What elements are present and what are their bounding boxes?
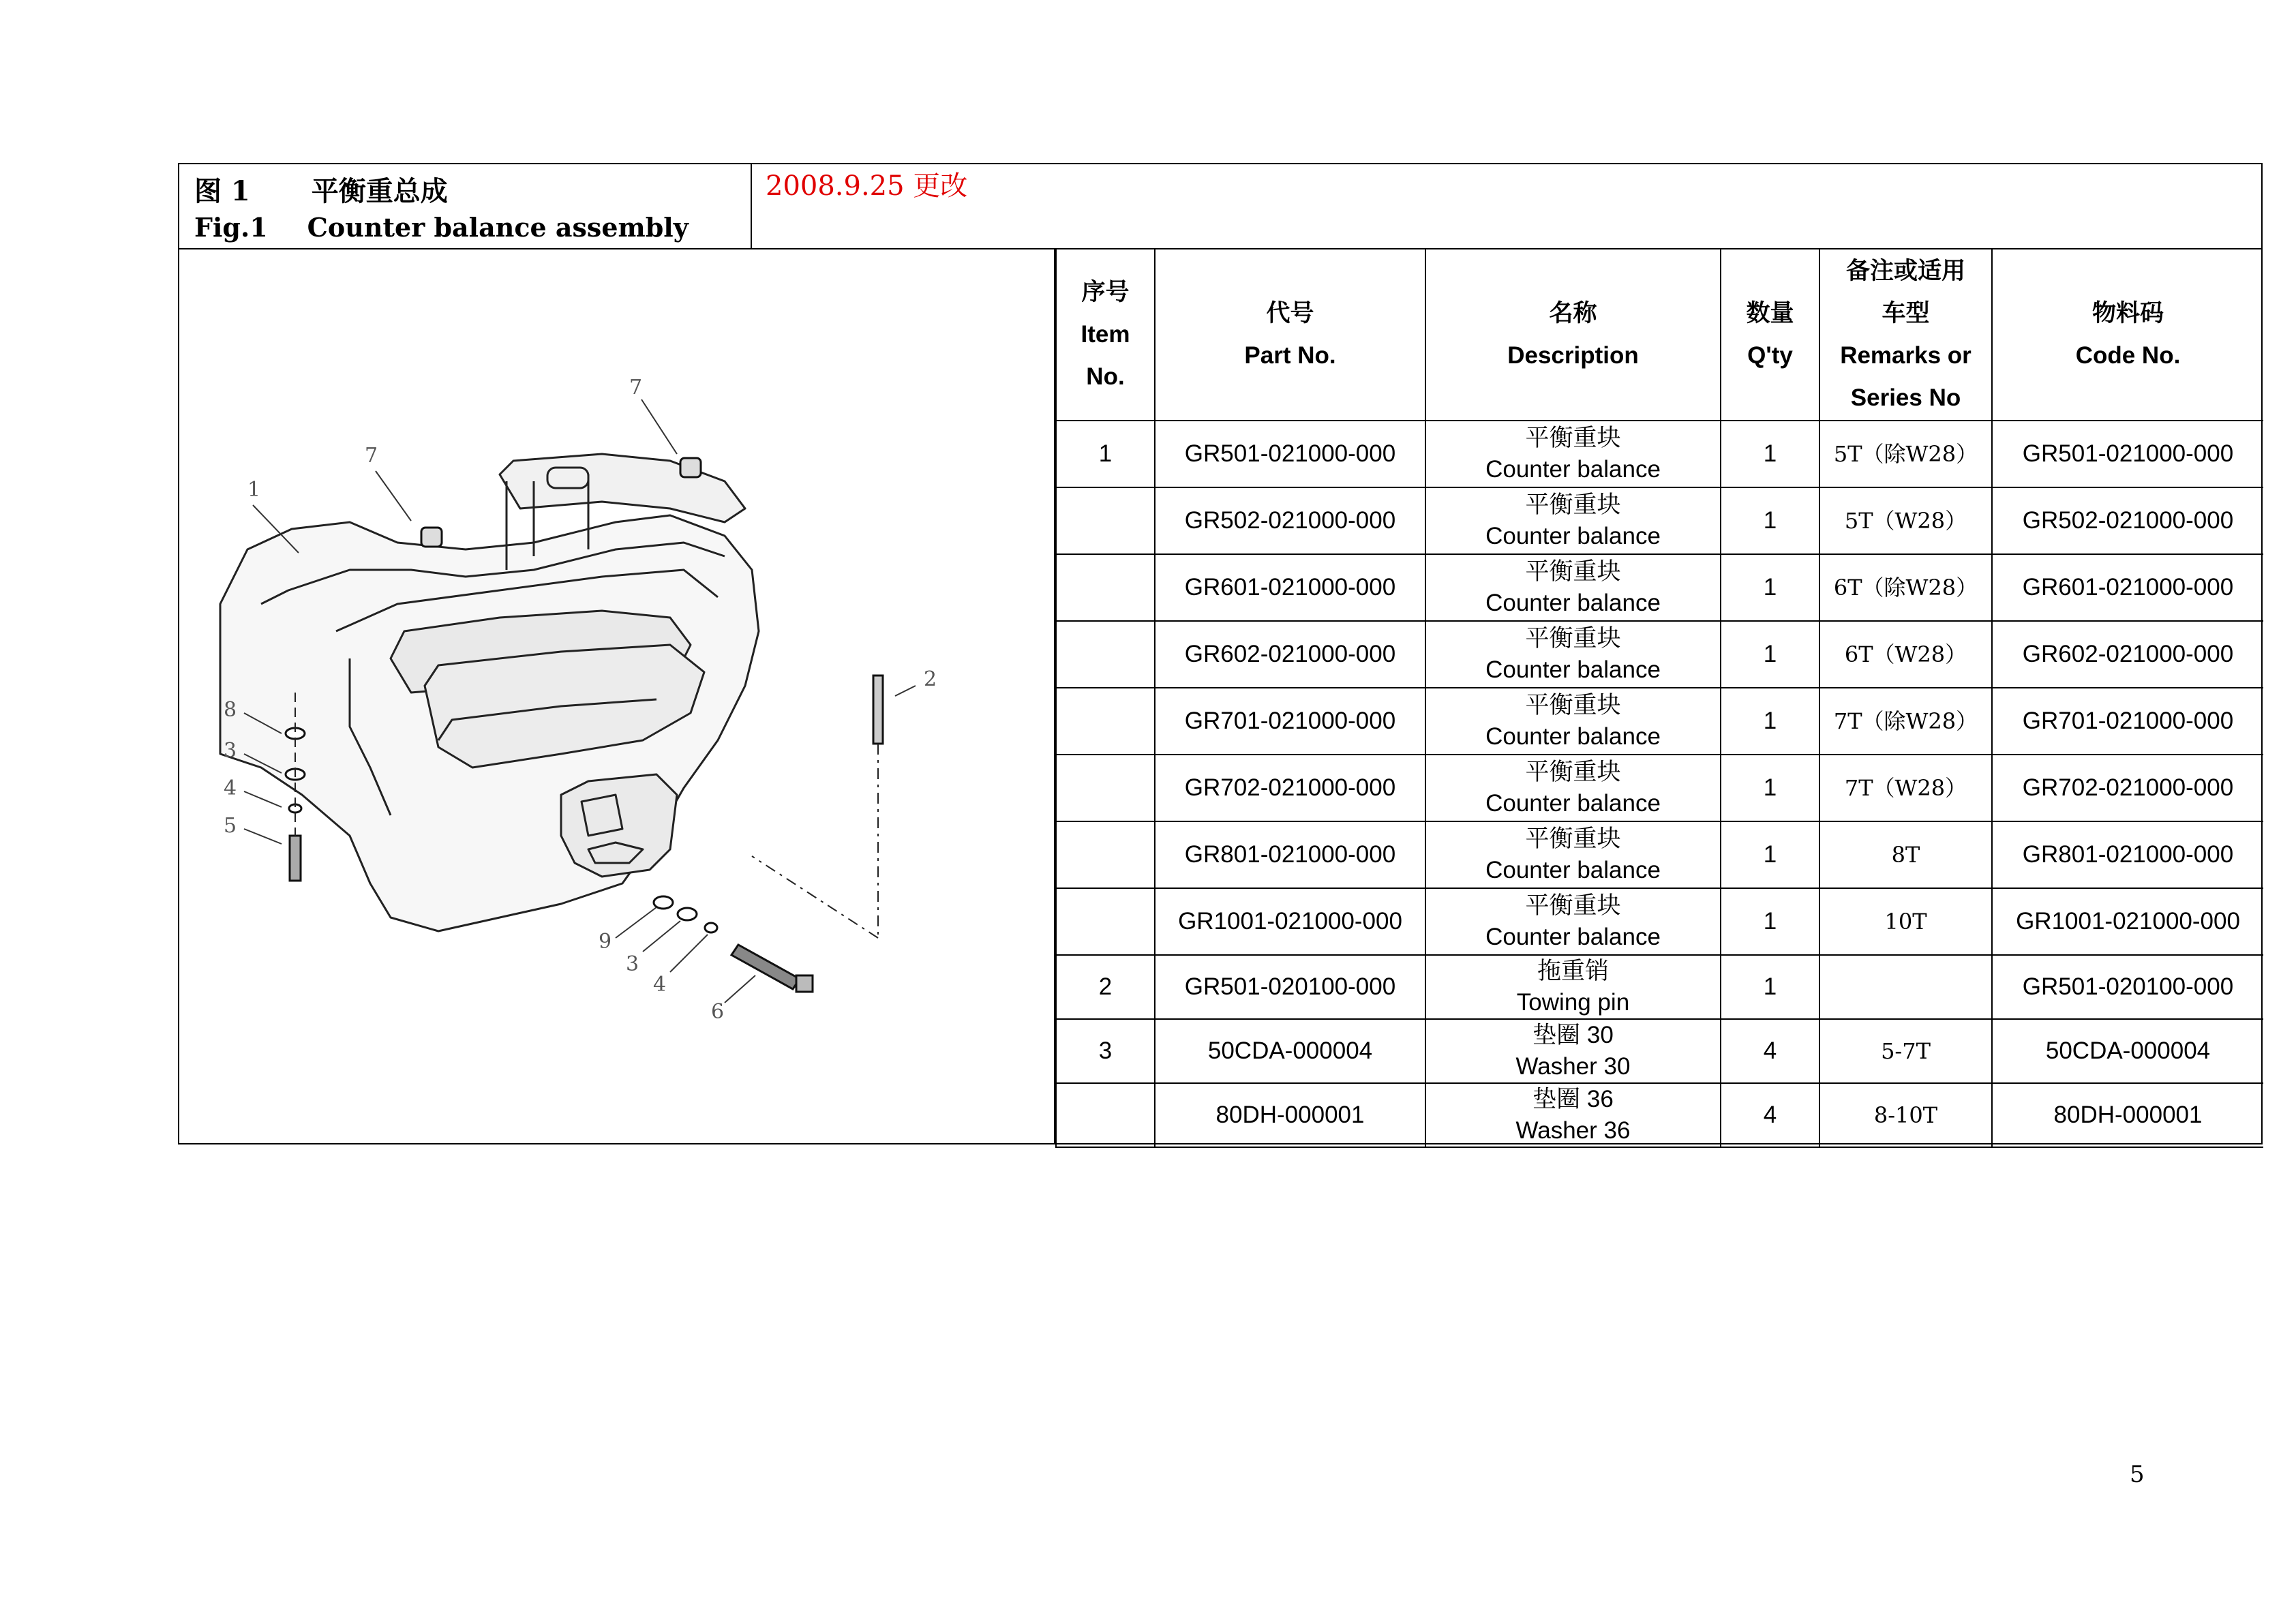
callout-label: 4 [224,776,237,800]
description-cell [1425,821,1721,888]
table-row [1056,888,2263,955]
part-no-cell: GR702-021000-000 [1155,755,1425,821]
part-no-cell: GR502-021000-000 [1155,487,1425,554]
callout-label: 6 [711,1000,725,1024]
counterweight-illustration [179,249,1054,1144]
code-no-cell: GR601-021000-000 [1992,554,2263,621]
code-no-cell: 50CDA-000004 [1992,1019,2263,1083]
item-cell: 2 [1056,955,1155,1019]
callout-label: 3 [224,739,237,763]
figure-title-cn-text: 平衡重总成 [311,175,448,207]
description-en: Counter balance [1485,924,1661,950]
description-en: Counter balance [1485,790,1661,817]
description-en: Towing pin [1516,989,1630,1016]
revision-note: 2008.9.25 更改 [766,170,968,202]
exploded-view-drawing [179,249,1055,1144]
table-row [1056,421,2263,487]
figure-title-en [194,212,689,243]
part-no-cell: GR701-021000-000 [1155,688,1425,755]
code-no-cell: GR701-021000-000 [1992,688,2263,755]
description-cn: 平衡重块 [1525,759,1621,785]
part-no-cell: GR1001-021000-000 [1155,888,1425,955]
table-header-row [1056,249,2263,421]
description-cell [1425,621,1721,688]
remarks-cell: 7T（除W28） [1819,688,1992,755]
plug-7b-icon [680,458,701,477]
revision-block [752,164,2261,249]
qty-cell: 1 [1721,955,1819,1019]
part-no-cell: 80DH-000001 [1155,1083,1425,1147]
description-cell [1425,955,1721,1019]
qty-cell: 1 [1721,421,1819,487]
description-en: Counter balance [1485,857,1661,883]
table-row [1056,688,2263,755]
figure-number-en: Fig.1 [194,212,268,243]
table-row [1056,955,2263,1019]
remarks-cell: 6T（除W28） [1819,554,1992,621]
col-header-description: 名称 Description [1425,249,1721,421]
part-no-cell: GR602-021000-000 [1155,621,1425,688]
qty-cell: 1 [1721,487,1819,554]
figure-title-cn [194,170,448,209]
description-cn: 垫圈 30 [1532,1022,1614,1048]
remarks-cell: 8T [1819,821,1992,888]
document-frame [178,163,2263,1144]
description-cell [1425,755,1721,821]
remarks-cell: 8-10T [1819,1083,1992,1147]
qty-cell: 1 [1721,688,1819,755]
towing-pin-icon [873,676,883,744]
item-cell [1056,621,1155,688]
table-row [1056,554,2263,621]
plug-7a-icon [421,528,442,547]
item-cell: 3 [1056,1019,1155,1083]
description-cell [1425,554,1721,621]
item-cell [1056,755,1155,821]
qty-cell: 4 [1721,1083,1819,1147]
description-cn: 平衡重块 [1525,425,1621,451]
description-en: Counter balance [1485,456,1661,483]
col-header-qty: 数量 Q'ty [1721,249,1819,421]
description-cn: 垫圈 36 [1532,1086,1614,1112]
figure-title-en-text: Counter balance assembly [307,212,689,243]
remarks-cell: 5T（W28） [1819,487,1992,554]
callout-label: 3 [626,952,639,976]
description-en: Counter balance [1485,723,1661,750]
part-no-cell: GR801-021000-000 [1155,821,1425,888]
remarks-cell: 10T [1819,888,1992,955]
qty-cell: 1 [1721,821,1819,888]
callout-label: 8 [224,698,237,722]
callout-label: 7 [629,376,643,399]
description-cell [1425,1083,1721,1147]
remarks-cell: 5-7T [1819,1019,1992,1083]
table-row [1056,755,2263,821]
code-no-cell: GR702-021000-000 [1992,755,2263,821]
code-no-cell: GR502-021000-000 [1992,487,2263,554]
qty-cell: 4 [1721,1019,1819,1083]
description-en: Counter balance [1485,523,1661,549]
code-no-cell: GR501-021000-000 [1992,421,2263,487]
description-cell [1425,688,1721,755]
part-no-cell: 50CDA-000004 [1155,1019,1425,1083]
code-no-cell: GR1001-021000-000 [1992,888,2263,955]
description-cn: 平衡重块 [1525,825,1621,852]
code-no-cell: 80DH-000001 [1992,1083,2263,1147]
description-cn: 拖重销 [1537,958,1609,984]
description-en: Washer 36 [1515,1117,1631,1144]
description-cell [1425,487,1721,554]
table-row [1056,487,2263,554]
col-header-item: 序号 Item No. [1056,249,1155,421]
qty-cell: 1 [1721,621,1819,688]
description-cell [1425,421,1721,487]
code-no-cell: GR602-021000-000 [1992,621,2263,688]
callout-label: 5 [224,814,237,838]
remarks-cell: 7T（W28） [1819,755,1992,821]
parts-table [1055,249,2263,1148]
col-header-remarks: 备注或适用 车型 Remarks or Series No [1819,249,1992,421]
code-no-cell: GR501-020100-000 [1992,955,2263,1019]
callout-label: 9 [599,930,612,954]
table-row [1056,1019,2263,1083]
item-cell: 1 [1056,421,1155,487]
qty-cell: 1 [1721,554,1819,621]
item-cell [1056,688,1155,755]
description-cn: 平衡重块 [1525,491,1621,518]
description-en: Washer 30 [1515,1053,1631,1080]
page-number: 5 [2130,1461,2145,1488]
description-cell [1425,888,1721,955]
col-header-part-no: 代号 Part No. [1155,249,1425,421]
remarks-cell: 5T（除W28） [1819,421,1992,487]
description-en: Counter balance [1485,590,1661,616]
item-cell [1056,487,1155,554]
col-header-code-no: 物料码 Code No. [1992,249,2263,421]
table-row [1056,1083,2263,1147]
callout-label: 4 [653,973,667,997]
item-cell [1056,821,1155,888]
table-row [1056,621,2263,688]
callout-label: 1 [247,478,261,502]
figure-number-cn: 图 1 [194,175,250,207]
figure-title-block [179,164,752,249]
qty-cell: 1 [1721,755,1819,821]
table-row [1056,821,2263,888]
description-cell [1425,1019,1721,1083]
remarks-cell [1819,955,1992,1019]
item-cell [1056,888,1155,955]
callout-label: 2 [924,667,937,691]
item-cell [1056,554,1155,621]
part-no-cell: GR601-021000-000 [1155,554,1425,621]
code-no-cell: GR801-021000-000 [1992,821,2263,888]
item-cell [1056,1083,1155,1147]
description-cn: 平衡重块 [1525,892,1621,919]
description-cn: 平衡重块 [1525,692,1621,718]
part-no-cell: GR501-020100-000 [1155,955,1425,1019]
description-cn: 平衡重块 [1525,558,1621,585]
qty-cell: 1 [1721,888,1819,955]
part-no-cell: GR501-021000-000 [1155,421,1425,487]
callout-label: 7 [365,444,378,468]
description-cn: 平衡重块 [1525,625,1621,652]
description-en: Counter balance [1485,656,1661,683]
remarks-cell: 6T（W28） [1819,621,1992,688]
